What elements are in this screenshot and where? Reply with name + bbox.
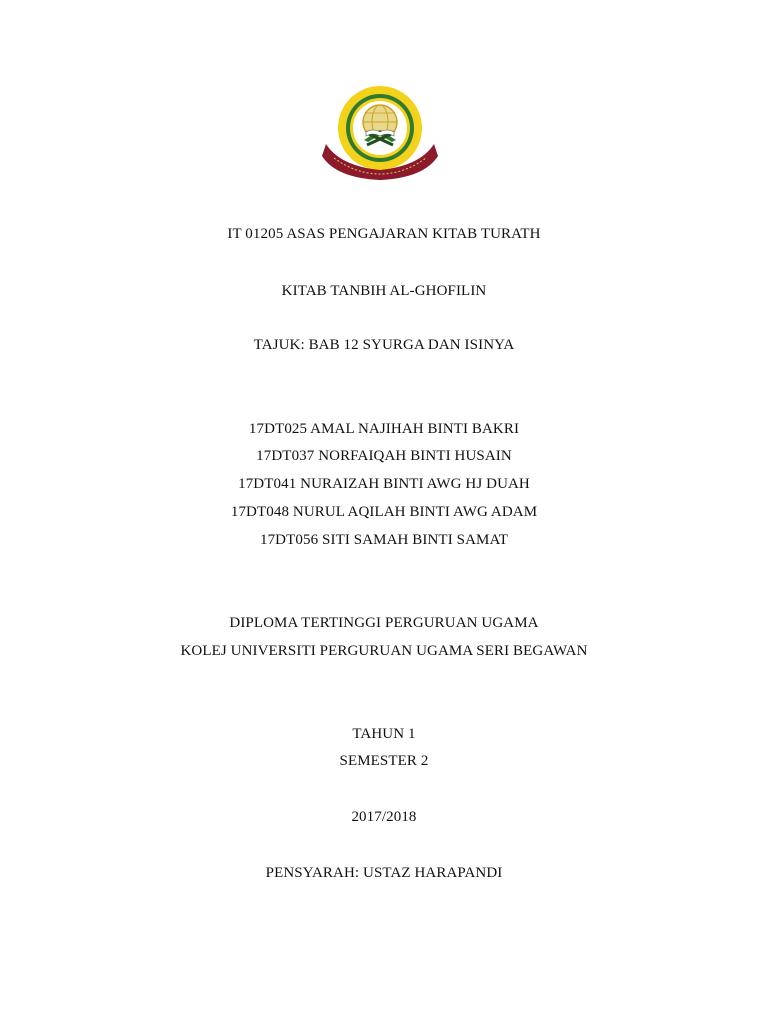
member-3: 17DT041 NURAIZAH BINTI AWG HJ DUAH [238,476,530,492]
semester: SEMESTER 2 [339,753,429,769]
year: TAHUN 1 [352,726,416,742]
programme: DIPLOMA TERTINGGI PERGURUAN UGAMA [229,615,539,631]
member-1: 17DT025 AMAL NAJIHAH BINTI BAKRI [248,421,520,437]
book-title: KITAB TANBIH AL-GHOFILIN [281,283,487,299]
topic-title: TAJUK: BAB 12 SYURGA DAN ISINYA [253,337,515,353]
member-4: 17DT048 NURUL AQILAH BINTI AWG ADAM [230,504,538,520]
member-2: 17DT037 NORFAIQAH BINTI HUSAIN [256,448,512,464]
institution: KOLEJ UNIVERSITI PERGURUAN UGAMA SERI BEGAWAN [180,643,588,659]
university-crest-icon [320,82,440,182]
lecturer: PENSYARAH: USTAZ HARAPANDI [265,865,503,881]
course-title: IT 01205 ASAS PENGAJARAN KITAB TURATH [227,226,541,242]
member-5: 17DT056 SITI SAMAH BINTI SAMAT [259,532,508,548]
session: 2017/2018 [351,809,417,825]
